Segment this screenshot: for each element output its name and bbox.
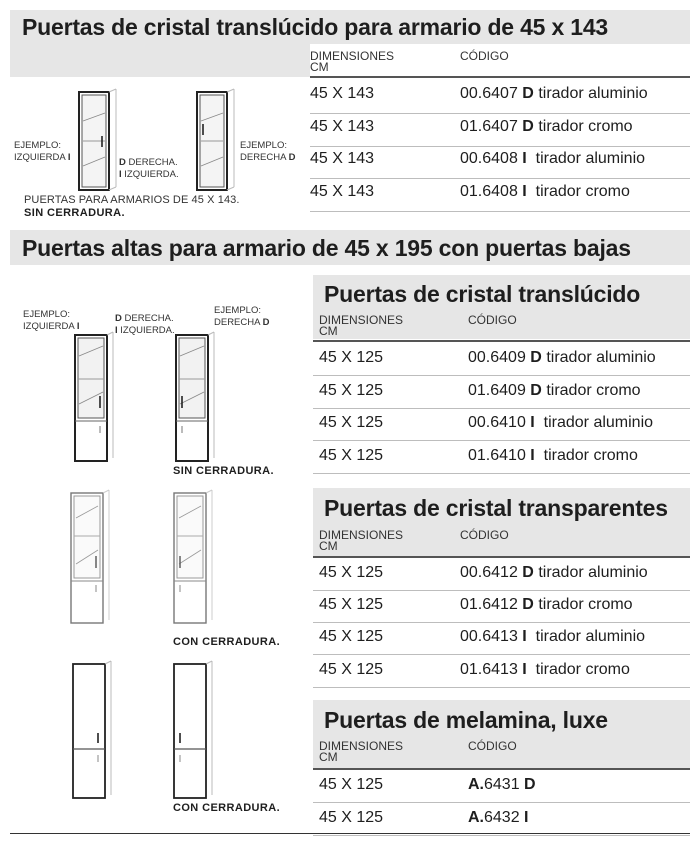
table-cell-dimension: 45 X 125 — [319, 808, 384, 826]
section1-ejemplo-right: EJEMPLO: DERECHA D — [240, 140, 296, 163]
code-side: I — [522, 150, 527, 167]
code-description: tirador aluminio — [543, 414, 654, 432]
code-side: D — [530, 349, 542, 366]
code-side: D — [522, 596, 534, 614]
section2-caption-3: CON CERRADURA. — [173, 802, 281, 814]
cabinet-melamine-left — [72, 663, 112, 799]
table-cell-dimension: 45 X 125 — [319, 628, 384, 646]
code-number: 01.6409 — [468, 381, 526, 399]
code-number: 00.6413 — [460, 628, 518, 646]
transparentes-header-rule — [313, 556, 690, 558]
table-row-rule — [313, 654, 690, 655]
code-number: 00.6412 — [460, 564, 518, 581]
table-row-rule — [313, 687, 690, 688]
code-description: tirador cromo — [543, 447, 638, 465]
code-description: tirador aluminio — [538, 85, 648, 102]
table-row-rule — [310, 178, 690, 179]
translucido-header-rule — [313, 340, 690, 342]
section1-title: Puertas de cristal translúcido para armario de 45 x 143 — [22, 14, 609, 40]
table-cell-dimension: 45 X 143 — [310, 117, 375, 135]
section1-note-bold: SIN CERRADURA. — [24, 207, 125, 219]
code-side: D — [530, 381, 542, 399]
table-row-rule — [313, 835, 690, 836]
table-cell-code — [468, 382, 641, 400]
code-number: 00.6408 — [460, 150, 518, 167]
translucido-col-dim: DIMENSIONES CM — [319, 313, 404, 338]
code-number: 01.6408 — [460, 182, 518, 200]
table-row-rule — [313, 802, 690, 803]
table-cell-dimension: 45 X 125 — [319, 660, 384, 678]
code-description: tirador cromo — [538, 117, 633, 135]
cabinet-translucent-right — [175, 334, 215, 462]
table-row-rule — [310, 146, 690, 147]
translucido-title: Puertas de cristal translúcido — [324, 281, 641, 307]
section2-ejemplo-right: EJEMPLO: DERECHA D — [214, 305, 270, 328]
table-cell-dimension: 45 X 125 — [319, 414, 384, 432]
code-description: tirador cromo — [538, 596, 633, 614]
table-cell-code — [460, 564, 648, 582]
section1-title-bar-2 — [10, 44, 310, 77]
table-cell-code — [460, 183, 630, 201]
code-side: D — [524, 776, 536, 793]
table-cell-dimension: 45 X 125 — [319, 447, 384, 465]
code-description: tirador aluminio — [535, 628, 646, 646]
section2-ejemplo-left: EJEMPLO: IZQUIERDA I — [23, 309, 80, 332]
section1-legend: D DERECHA. I IZQUIERDA. — [119, 157, 179, 180]
table-cell-dimension: 45 X 143 — [310, 182, 375, 200]
section2-caption-2: CON CERRADURA. — [173, 636, 281, 648]
code-number: 00.6410 — [468, 414, 526, 432]
table-cell-dimension: 45 X 125 — [319, 596, 384, 614]
code-side: I — [522, 660, 527, 678]
section1-col-code: CÓDIGO — [460, 49, 509, 63]
section2-title: Puertas altas para armario de 45 x 195 con puertas bajas — [22, 235, 631, 261]
code-description: tirador aluminio — [538, 564, 648, 581]
melamina-header-rule — [313, 768, 690, 770]
code-side: D — [522, 564, 534, 581]
code-prefix: A. — [468, 776, 484, 793]
table-row-rule — [310, 113, 690, 114]
section1-note: PUERTAS PARA ARMARIOS DE 45 X 143. — [24, 194, 240, 206]
section1-col-dim: DIMENSIONES CM — [310, 49, 395, 74]
table-row-rule — [313, 375, 690, 376]
code-side: D — [522, 85, 534, 102]
code-number: 6432 — [484, 808, 520, 826]
cabinet-translucent-left — [74, 334, 114, 462]
transparentes-col-dim: DIMENSIONES CM — [319, 528, 404, 553]
code-number: 01.6412 — [460, 596, 518, 614]
code-side: D — [522, 117, 534, 135]
transparentes-col-code: CÓDIGO — [460, 528, 509, 542]
table-cell-dimension: 45 X 125 — [319, 776, 384, 793]
table-row-rule — [313, 622, 690, 623]
section1-header-rule — [310, 76, 690, 78]
code-description: tirador cromo — [535, 660, 630, 678]
table-cell-code — [460, 150, 645, 168]
section2-caption-1: SIN CERRADURA. — [173, 465, 274, 477]
table-cell-code — [468, 776, 536, 794]
table-cell-code — [460, 628, 645, 646]
code-number: 01.6407 — [460, 117, 518, 135]
table-cell-code — [460, 118, 633, 136]
table-row-rule — [313, 408, 690, 409]
cabinet-melamine-right — [173, 663, 213, 799]
table-cell-code — [468, 349, 656, 367]
code-number: 00.6407 — [460, 85, 518, 102]
table-cell-code — [468, 414, 653, 432]
table-cell-code — [460, 661, 630, 679]
section1-ejemplo-left: EJEMPLO: IZQUIERDA I — [14, 140, 71, 163]
cabinet-transparent-right — [173, 492, 213, 624]
melamina-title: Puertas de melamina, luxe — [324, 707, 608, 733]
transparentes-title: Puertas de cristal transparentes — [324, 495, 668, 521]
table-cell-code — [468, 447, 638, 465]
melamina-col-code: CÓDIGO — [468, 739, 517, 753]
table-row-rule — [310, 211, 690, 212]
code-side: I — [530, 414, 535, 432]
code-side: I — [522, 628, 527, 646]
table-cell-dimension: 45 X 143 — [310, 150, 375, 167]
code-side: I — [524, 808, 529, 826]
code-number: 6431 — [484, 776, 520, 793]
section2-legend: D DERECHA. I IZQUIERDA. — [115, 313, 175, 336]
code-description: tirador cromo — [535, 182, 630, 200]
table-cell-dimension: 45 X 143 — [310, 85, 375, 102]
table-cell-code — [468, 809, 529, 827]
table-row-rule — [313, 440, 690, 441]
code-description: tirador aluminio — [535, 150, 646, 167]
table-row-rule — [313, 590, 690, 591]
cabinet-right-drawing — [196, 91, 236, 193]
cabinet-left-drawing — [78, 91, 118, 193]
code-number: 01.6413 — [460, 660, 518, 678]
code-side: I — [530, 447, 535, 465]
cabinet-transparent-left — [70, 492, 110, 624]
table-cell-dimension: 45 X 125 — [319, 349, 384, 366]
table-cell-dimension: 45 X 125 — [319, 381, 384, 399]
code-description: tirador cromo — [546, 381, 641, 399]
code-side: I — [522, 182, 527, 200]
table-cell-code — [460, 85, 648, 103]
code-number: 01.6410 — [468, 447, 526, 465]
code-number: 00.6409 — [468, 349, 526, 366]
translucido-col-code: CÓDIGO — [468, 313, 517, 327]
melamina-col-dim: DIMENSIONES CM — [319, 739, 404, 764]
table-cell-dimension: 45 X 125 — [319, 564, 384, 581]
code-prefix: A. — [468, 808, 484, 826]
table-row-rule — [313, 473, 690, 474]
page-bottom-rule — [10, 833, 690, 834]
table-cell-code — [460, 596, 633, 614]
code-description: tirador aluminio — [546, 349, 656, 366]
